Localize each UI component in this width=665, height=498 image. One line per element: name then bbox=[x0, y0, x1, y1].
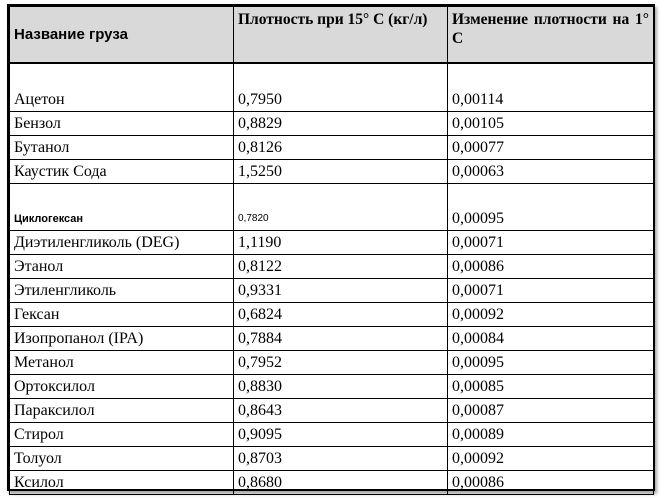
table-header bbox=[10, 7, 654, 64]
cell-density: 1,1190 bbox=[234, 231, 448, 255]
table-row bbox=[10, 112, 654, 136]
table-row bbox=[10, 447, 654, 471]
cell-name: Бензол bbox=[10, 112, 234, 136]
cell-change: 0,00085 bbox=[448, 375, 654, 399]
table-row bbox=[10, 231, 654, 255]
header-cargo-name: Название груза bbox=[10, 7, 234, 64]
table-row bbox=[10, 184, 654, 231]
cell-density: 0,8703 bbox=[234, 447, 448, 471]
cell-change: 0,00092 bbox=[448, 447, 654, 471]
cell-name: Ксилол bbox=[10, 471, 234, 495]
cell-name: Толуол bbox=[10, 447, 234, 471]
cell-change: 0,00092 bbox=[448, 303, 654, 327]
table-row bbox=[10, 351, 654, 375]
cell-density: 0,8643 bbox=[234, 399, 448, 423]
cell-density: 0,9095 bbox=[234, 423, 448, 447]
cell-name: Изопропанол (IPA) bbox=[10, 327, 234, 351]
cell-name: Метанол bbox=[10, 351, 234, 375]
cell-change: 0,00086 bbox=[448, 471, 654, 495]
header-density-change: Изменение плотности на 1° С bbox=[448, 7, 654, 64]
cell-name: Ортоксилол bbox=[10, 375, 234, 399]
cell-change: 0,00077 bbox=[448, 136, 654, 160]
table-row bbox=[10, 136, 654, 160]
cell-name: Диэтиленгликоль (DEG) bbox=[10, 231, 234, 255]
cell-density: 0,7820 bbox=[234, 184, 448, 231]
header-density: Плотность при 15° С (кг/л) bbox=[234, 7, 448, 64]
cell-change: 0,00086 bbox=[448, 255, 654, 279]
cell-density: 0,8680 bbox=[234, 471, 448, 495]
table-row bbox=[10, 471, 654, 495]
cell-name: Гексан bbox=[10, 303, 234, 327]
cell-density: 0,6824 bbox=[234, 303, 448, 327]
cell-change: 0,00114 bbox=[448, 63, 654, 112]
cell-density: 0,8830 bbox=[234, 375, 448, 399]
cell-change: 0,00087 bbox=[448, 399, 654, 423]
table-row bbox=[10, 279, 654, 303]
cell-density: 0,7952 bbox=[234, 351, 448, 375]
table-row bbox=[10, 255, 654, 279]
table-row bbox=[10, 327, 654, 351]
cell-density: 0,7884 bbox=[234, 327, 448, 351]
cell-change: 0,00095 bbox=[448, 184, 654, 231]
table-body bbox=[10, 63, 654, 495]
cell-change: 0,00105 bbox=[448, 112, 654, 136]
table-row bbox=[10, 375, 654, 399]
cell-name: Каустик Сода bbox=[10, 160, 234, 184]
density-table bbox=[9, 6, 654, 495]
cell-change: 0,00089 bbox=[448, 423, 654, 447]
cell-change: 0,00095 bbox=[448, 351, 654, 375]
cell-name: Этиленгликоль bbox=[10, 279, 234, 303]
table-row bbox=[10, 399, 654, 423]
cell-density: 1,5250 bbox=[234, 160, 448, 184]
cell-name: Ацетон bbox=[10, 63, 234, 112]
cell-density: 0,8122 bbox=[234, 255, 448, 279]
cell-name: Этанол bbox=[10, 255, 234, 279]
cell-change: 0,00071 bbox=[448, 279, 654, 303]
header-row bbox=[10, 7, 654, 64]
table-frame bbox=[7, 4, 655, 491]
table-row bbox=[10, 303, 654, 327]
cell-change: 0,00071 bbox=[448, 231, 654, 255]
table-row bbox=[10, 423, 654, 447]
cell-density: 0,8829 bbox=[234, 112, 448, 136]
cell-name: Циклогексан bbox=[10, 184, 234, 231]
cell-name: Бутанол bbox=[10, 136, 234, 160]
cell-name: Параксилол bbox=[10, 399, 234, 423]
cell-density: 0,8126 bbox=[234, 136, 448, 160]
cell-density: 0,7950 bbox=[234, 63, 448, 112]
cell-change: 0,00063 bbox=[448, 160, 654, 184]
table-row bbox=[10, 160, 654, 184]
table-row bbox=[10, 63, 654, 112]
cell-change: 0,00084 bbox=[448, 327, 654, 351]
cell-density: 0,9331 bbox=[234, 279, 448, 303]
cell-name: Стирол bbox=[10, 423, 234, 447]
